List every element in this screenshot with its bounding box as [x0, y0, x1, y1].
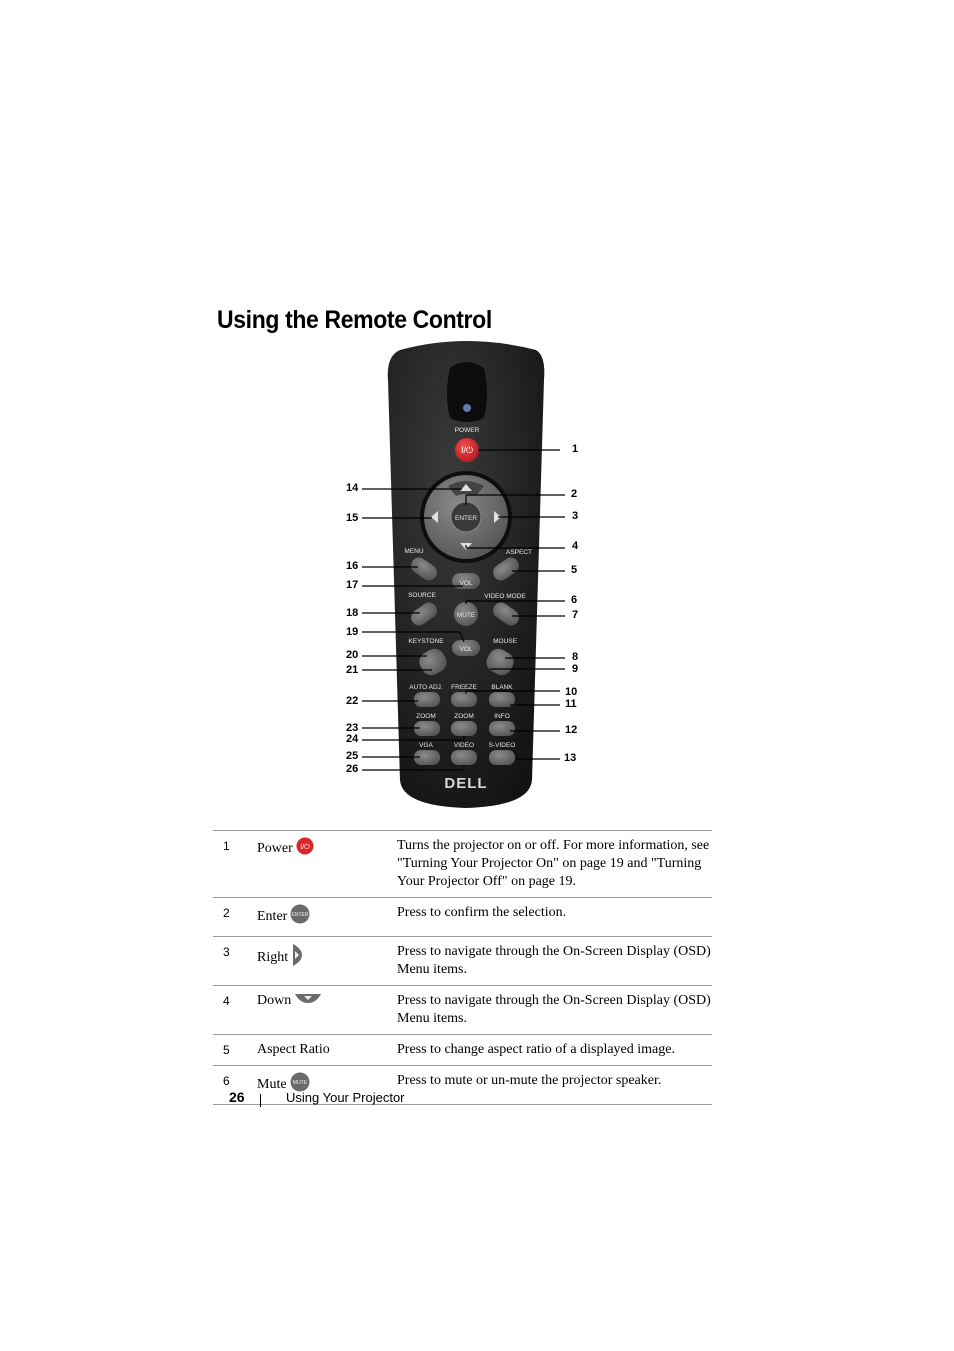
page-heading: Using the Remote Control — [217, 306, 492, 334]
callout-number: 19 — [346, 626, 359, 638]
key-description: Press to mute or un-mute the projector speaker. — [397, 1066, 712, 1105]
enter-icon — [290, 904, 310, 930]
zoom-in-label: ZOOM — [416, 713, 436, 720]
mouse-label: MOUSE — [493, 638, 517, 645]
callout-number: 26 — [346, 763, 359, 775]
callout-number: 25 — [346, 750, 359, 762]
key-number: 2 — [213, 898, 257, 937]
footer-section-title: Using Your Projector — [286, 1090, 405, 1105]
callout-number: 13 — [564, 752, 577, 764]
callout-number: 4 — [572, 540, 579, 552]
callout-number: 6 — [571, 594, 578, 606]
key-description: Turns the projector on or off. For more information, see "Turning Your Projector On" on page 19 and "Turning Your Projector Off" on page 19. — [397, 831, 712, 898]
key-number: 1 — [213, 831, 257, 898]
auto-adj-label: AUTO ADJ. — [409, 684, 443, 691]
callout-number: 11 — [565, 698, 577, 710]
callout-number: 22 — [346, 695, 359, 707]
vol-up-label: VOL — [459, 580, 473, 587]
callout-number: 2 — [571, 488, 578, 500]
key-number: 3 — [213, 937, 257, 986]
key-name: Mute — [257, 1077, 287, 1093]
freeze-button — [451, 692, 477, 707]
aspect-label: ASPECT — [505, 549, 533, 556]
keystone-label: KEYSTONE — [408, 638, 444, 645]
info-button — [489, 721, 515, 736]
svg-text:I/⏻: I/⏻ — [300, 844, 310, 851]
info-label: INFO — [494, 713, 510, 720]
power-label: POWER — [454, 427, 480, 434]
callout-number: 21 — [346, 664, 359, 676]
key-table-row — [213, 986, 712, 1035]
zoom-out-button — [451, 721, 477, 736]
key-table-row — [213, 937, 712, 986]
callout-number: 12 — [565, 724, 578, 736]
enter-label: ENTER — [454, 515, 478, 522]
led-indicator — [463, 404, 471, 412]
callout-number: 18 — [346, 607, 359, 619]
down-arrow-icon — [294, 992, 322, 1010]
callout-number: 10 — [565, 686, 578, 698]
svg-text:ENTER: ENTER — [291, 912, 309, 918]
key-description: Press to confirm the selection. — [397, 898, 712, 937]
footer-divider — [260, 1094, 261, 1107]
remote-control-figure — [330, 340, 610, 815]
callout-number: 23 — [346, 722, 359, 734]
dell-logo: DELL — [444, 775, 488, 792]
menu-label: MENU — [404, 548, 424, 555]
vga-label: VGA — [419, 742, 433, 749]
key-name: Down — [257, 993, 292, 1009]
key-name: Enter — [257, 909, 288, 925]
key-number: 4 — [213, 986, 257, 1035]
key-number: 6 — [213, 1066, 257, 1105]
key-table — [213, 830, 712, 1105]
callout-number: 17 — [346, 579, 359, 591]
power-symbol-icon: I/⏻ — [460, 445, 474, 455]
key-name: Right — [257, 950, 289, 966]
callout-number: 16 — [346, 560, 359, 572]
video-mode-label: VIDEO MODE — [484, 593, 526, 600]
video-label: VIDEO — [453, 742, 475, 749]
key-table-row — [213, 898, 712, 937]
key-description: Press to navigate through the On-Screen Display (OSD) Menu items. — [397, 937, 712, 986]
callout-number: 8 — [572, 651, 579, 663]
s-video-button — [489, 750, 515, 765]
key-table-row — [213, 831, 712, 898]
ir-window — [447, 362, 487, 422]
callout-number: 5 — [571, 564, 578, 576]
key-name: Aspect Ratio — [257, 1042, 330, 1057]
svg-text:MUTE: MUTE — [292, 1080, 307, 1086]
key-description: Press to navigate through the On-Screen Display (OSD) Menu items. — [397, 986, 712, 1035]
blank-label: BLANK — [491, 684, 513, 691]
key-table-row — [213, 1035, 712, 1066]
video-button — [451, 750, 477, 765]
callout-number: 3 — [572, 510, 579, 522]
callout-number: 20 — [346, 649, 359, 661]
callout-number: 1 — [572, 443, 579, 455]
key-name: Power — [257, 841, 293, 857]
mute-label: MUTE — [456, 612, 476, 619]
key-number: 5 — [213, 1035, 257, 1066]
callout-number: 24 — [346, 733, 359, 745]
callout-number: 7 — [572, 609, 579, 621]
page-number: 26 — [229, 1089, 245, 1105]
zoom-out-label: ZOOM — [454, 713, 474, 720]
key-description: Press to change aspect ratio of a displayed image. — [397, 1035, 712, 1066]
right-arrow-icon — [291, 943, 303, 973]
callout-number: 9 — [572, 663, 579, 675]
vol-down-label: VOL — [459, 646, 473, 653]
callout-number: 15 — [346, 512, 359, 524]
s-video-label: S-VIDEO — [488, 742, 516, 749]
power-icon — [296, 837, 314, 861]
freeze-label: FREEZE — [451, 684, 477, 691]
auto-adj-button — [414, 692, 440, 707]
source-label: SOURCE — [408, 592, 436, 599]
callout-number: 14 — [346, 482, 359, 494]
